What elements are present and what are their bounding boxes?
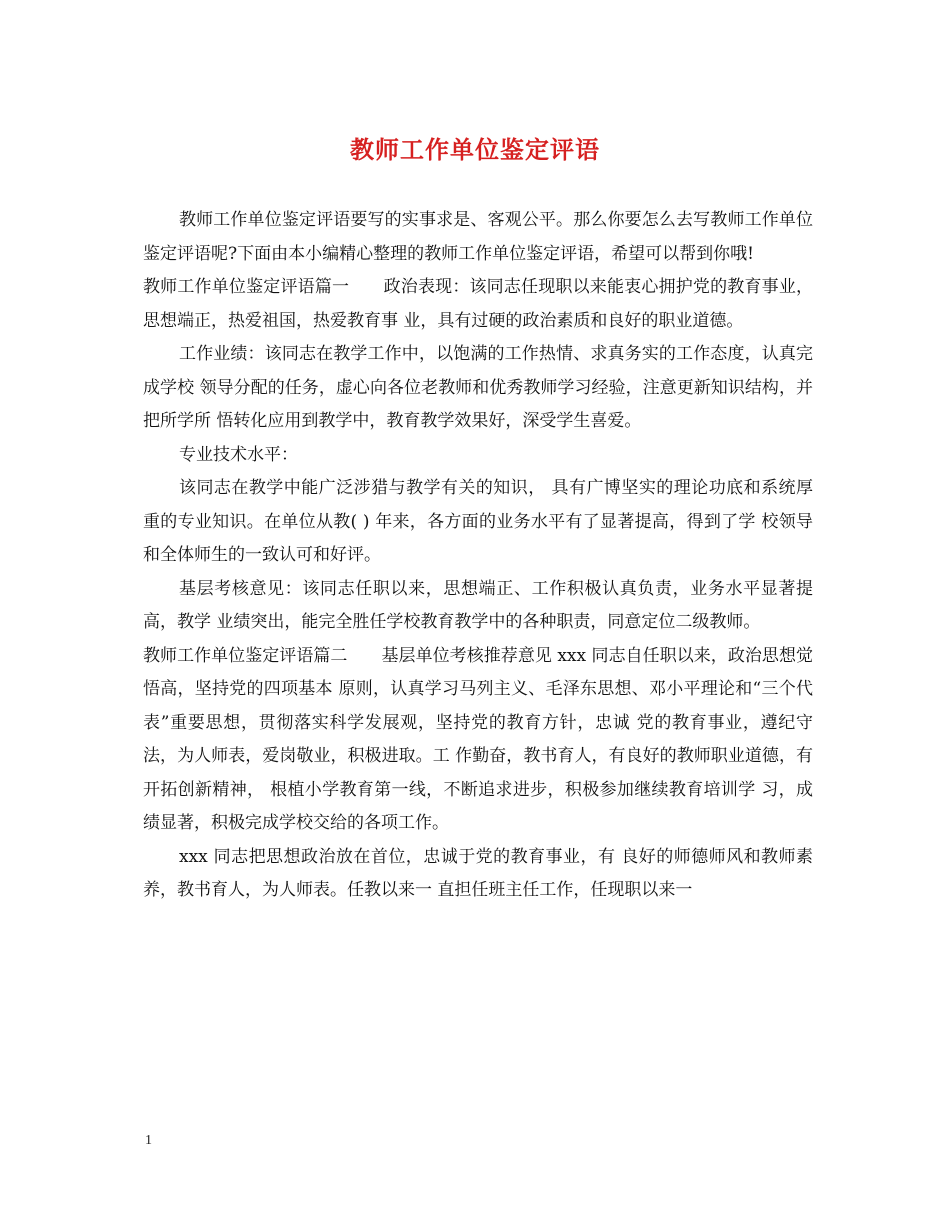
paragraph-section-two: 教师工作单位鉴定评语篇二 基层单位考核推荐意见 xxx 同志自任职以来，政治思想觉悟高，坚持党的四项基本 原则，认真学习马列主义、毛泽东思想、邓小平理论和“三个代 表”重要思想，贯彻落实科学发展观，坚持党的教育方针，忠诚 党的教育事业，遵纪守法，为人师表，爱岗敬业，积极进取。工 作勤奋，教书育人，有良好的教师职业道德，有开拓创新精神， 根植小学教育第一线，不断追求进步，积极参加继续教育培训学 习，成绩显著，积极完成学校交给的各项工作。 [143,645,813,833]
paragraph-professional-level: 该同志在教学中能广泛涉猎与教学有关的知识， 具有广博坚实的理论功底和系统厚重的专业知识。在单位从教( ) 年来，各方面的业务水平有了显著提高，得到了学 校领导和全体师生的一致认可和好评。 [143,478,813,565]
paragraph-work-performance: 工作业绩：该同志在教学工作中，以饱满的工作热情、求真务实的工作态度，认真完成学校 领导分配的任务，虚心向各位老教师和优秀教师学习经验，注意更新知识结构，并把所学所 悟转化应用到教学中，教育教学效果好，深受学生喜爱。 [143,344,813,431]
document-body [143,204,813,908]
paragraph-political-first: xxx 同志把思想政治放在首位，忠诚于党的教育事业，有 良好的师德师风和教师素养，教书育人，为人师表。任教以来一 直担任班主任工作，任现职以来一 [143,846,813,900]
paragraph-section-one: 教师工作单位鉴定评语篇一 政治表现：该同志任现职以来能衷心拥护党的教育事业，思想端正，热爱祖国，热爱教育事 业，具有过硬的政治素质和良好的职业道德。 [143,277,813,331]
page-number: 1 [145,1133,152,1148]
paragraph-assessment-opinion: 基层考核意见：该同志任职以来，思想端正、工作积极认真负责，业务水平显著提高，教学 业绩突出，能完全胜任学校教育教学中的各种职责，同意定位二级教师。 [143,578,813,632]
paragraph-intro: 教师工作单位鉴定评语要写的实事求是、客观公平。那么你要怎么去写教师工作单位鉴定评语呢?下面由本小编精心整理的教师工作单位鉴定评语，希望可以帮到你哦! [143,210,813,264]
document-title: 教师工作单位鉴定评语 [350,135,600,164]
paragraph-professional-heading: 专业技术水平： [179,444,298,465]
